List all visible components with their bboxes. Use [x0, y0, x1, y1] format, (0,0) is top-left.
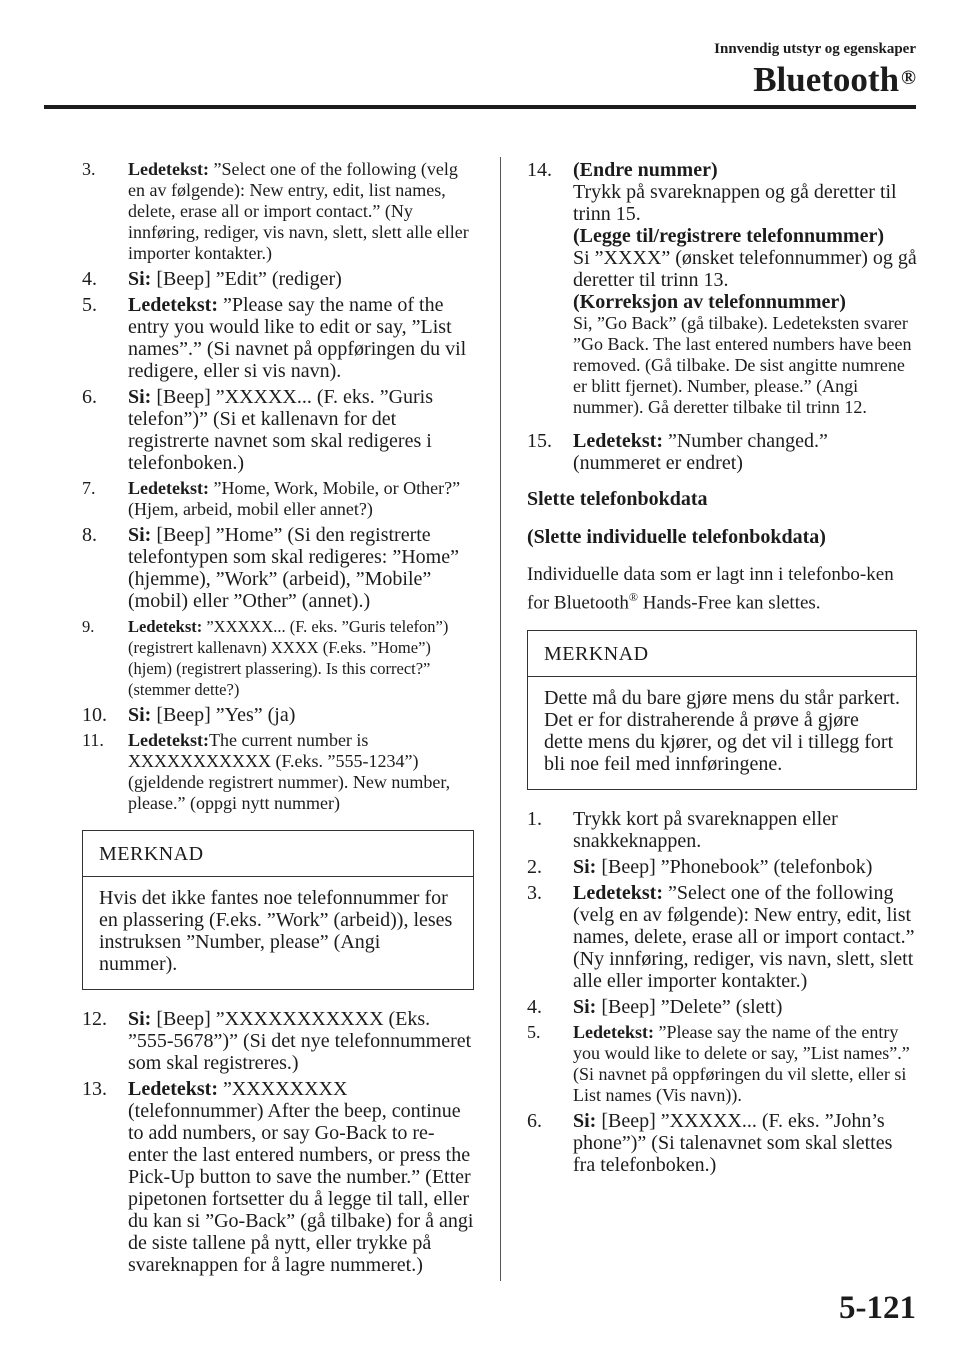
step-15: [527, 430, 917, 474]
step-label: Ledetekst:: [128, 617, 203, 636]
step-number: 12.: [82, 1008, 107, 1030]
step-text: ”Home, Work, Mobile, or Other?” (Hjem, arbeid, mobil eller annet?): [128, 478, 461, 519]
note-heading: MERKNAD: [83, 831, 473, 877]
step-12: [82, 1008, 474, 1074]
intro-text-part: Hands-Free kan slettes.: [637, 592, 821, 614]
step-text: ”Please say the name of the entry you would like to delete or say, ”List names”.” (Si navnet på oppføringen du vil slette, eller si List names (Vis navn)).: [573, 1022, 910, 1106]
step-number: 4.: [527, 996, 542, 1019]
step-text: [Beep] ”Edit” (rediger): [151, 268, 342, 290]
step-5: [82, 294, 474, 382]
step-number: 15.: [527, 430, 552, 452]
step-text: ”Select one of the following (velg en av følgende): New entry, edit, list names, delete, erase all or import contact.” (Ny innføring, rediger, vis navn, slett, slett alle eller importer kontakter.): [128, 159, 469, 263]
step-number: 3.: [527, 882, 542, 905]
step-text: The current number is XXXXXXXXXXX (F.eks. ”555-1234”) (gjeldende registrert nummer). New number, please.” (oppgi nytt nummer): [128, 730, 451, 813]
step-number: 5.: [82, 294, 97, 316]
step-label: Si:: [128, 386, 152, 408]
step-13: [82, 1078, 474, 1276]
step-text: [Beep] ”Phonebook” (telefonbok): [596, 856, 873, 879]
step-text: ”Select one of the following (velg en av følgende): New entry, edit, list names, delete, erase all or import contact.” (Ny innføring, rediger, vis navn, slett, slett alle eller importer kontakter.): [573, 882, 915, 993]
step-10: [82, 704, 474, 726]
step-8: [82, 524, 474, 612]
step-number: 5.: [527, 1022, 541, 1043]
delete-step-6: [527, 1110, 917, 1176]
delete-step-3: [527, 882, 917, 992]
intro-text: [527, 564, 917, 614]
step-text: ”Number changed.” (nummeret er endret): [573, 430, 828, 474]
step-number: 2.: [527, 856, 542, 879]
registered-mark: ®: [901, 67, 916, 89]
step-text: [Beep] ”XXXXXXXXXXX (Eks. ”555-5678”)” (Si det nye telefonnummeret som skal registreres.): [128, 1008, 472, 1074]
step-number: 13.: [82, 1078, 107, 1100]
subheading-change-number: (Endre nummer): [573, 159, 718, 181]
section-title: Slette telefonbokdata: [527, 488, 708, 510]
step-4: [82, 268, 474, 290]
step-number: 10.: [82, 704, 107, 726]
step-label: Si:: [573, 856, 597, 879]
step-text: [Beep] ”XXXXX... (F. eks. ”John’s phone”)” (Si talenavnet som skal slettes fra telefonboken.): [573, 1110, 893, 1177]
step-label: Si:: [128, 1008, 152, 1030]
right-column: [527, 159, 917, 1180]
note-heading: MERKNAD: [528, 631, 916, 677]
registered-mark: ®: [628, 590, 638, 604]
step-text: ”XXXXXXXX (telefonnummer) After the beep, continue to add numbers, or say Go-Back to re-enter the last entered numbers, or press the Pick-Up button to save the number.” (Etter pipetonen fortsetter du å legge til tall, eller du kan si ”Go-Back” (gå tilbake) for å angi de siste tallene på nytt, eller trykke på svareknappen for å lagre nummeret.): [128, 1078, 474, 1276]
step-text: ”Please say the name of the entry you would like to edit or say, ”List names”.” (Si navnet på oppføringen du vil redigere, eller si vis navn).: [128, 294, 467, 382]
intro-text-part: Individuelle data som er lagt inn i telefonbo-ken for Bluetooth: [527, 564, 894, 614]
step-text: [Beep] ”Delete” (slett): [596, 996, 783, 1019]
step-number: 1.: [527, 808, 542, 831]
step-label: Si:: [128, 268, 152, 290]
step-6: [82, 386, 474, 474]
delete-step-4: [527, 996, 917, 1018]
header-section-title: Innvendig utstyr og egenskaper: [714, 41, 916, 57]
step-label: Si:: [128, 524, 152, 546]
step-number: 6.: [82, 386, 97, 408]
step-7: [82, 478, 474, 520]
page-title: [753, 60, 916, 100]
step-text: [Beep] ”Home” (Si den registrerte telefontypen som skal redigeres: ”Home” (hjemme), ”Work” (arbeid), ”Mobile” (mobil) eller ”Other” (annet).): [128, 524, 459, 612]
page-number: 5-121: [839, 1290, 916, 1326]
note-body: Hvis det ikke fantes noe telefonnummer for en plassering (F.eks. ”Work” (arbeid)), leses instruksen ”Number, please” (Angi nummer).: [99, 887, 453, 975]
step-9: [82, 616, 474, 700]
delete-step-2: [527, 856, 917, 878]
step-number: 3.: [82, 159, 96, 179]
step-label: Si:: [573, 996, 597, 1019]
left-column: [82, 159, 474, 1280]
delete-step-5: [527, 1022, 917, 1106]
step-label: Ledetekst:: [128, 1078, 218, 1100]
step-label: Ledetekst:: [128, 478, 209, 498]
step-number: 6.: [527, 1110, 542, 1133]
step-number: 9.: [82, 617, 95, 636]
step-number: 4.: [82, 268, 97, 290]
step-text: Si, ”Go Back” (gå tilbake). Ledeteksten svarer ”Go Back. The last entered numbers have been removed. (Gå tilbake. De sist angitte numrene er blitt fjernet). Number, please.” (Angi nummer). Gå deretter tilbake til trinn 12.: [573, 313, 912, 417]
step-number: 14.: [527, 159, 552, 181]
step-number: 11.: [82, 730, 104, 750]
note-body: Dette må du bare gjøre mens du står parkert. Det er for distraherende å prøve å gjøre dette mens du kjører, og det vil i tillegg fort bli noe feil med innføringene.: [544, 687, 900, 776]
step-text: [Beep] ”Yes” (ja): [151, 704, 296, 726]
subheading-add-number: (Legge til/registrere telefonnummer): [573, 225, 884, 247]
page-title-text: Bluetooth: [753, 60, 900, 99]
step-label: Si:: [128, 704, 152, 726]
header-rule: [44, 105, 916, 109]
step-number: 8.: [82, 524, 97, 546]
step-11: [82, 730, 474, 814]
step-text: ”XXXXX... (F. eks. ”Guris telefon”) (registrert kallenavn) XXXX (F.eks. ”Home”) (hjem) (registrert plassering). Is this correct?” (stemmer dette?): [128, 617, 449, 699]
step-label: Si:: [573, 1110, 597, 1133]
step-number: 7.: [82, 478, 96, 498]
step-label: Ledetekst:: [573, 430, 663, 452]
step-14: [527, 159, 917, 418]
step-label: Ledetekst:: [573, 882, 663, 905]
step-label: Ledetekst:: [128, 159, 209, 179]
step-3: [82, 159, 474, 264]
column-divider: [500, 157, 501, 1281]
step-text: Si ”XXXX” (ønsket telefonnummer) og gå deretter til trinn 13.: [573, 247, 917, 291]
step-label: Ledetekst:: [128, 730, 209, 750]
step-label: Ledetekst:: [573, 1022, 654, 1043]
note-box: [527, 630, 917, 790]
delete-step-1: [527, 808, 917, 852]
note-box: [82, 830, 474, 990]
step-text: Trykk kort på svareknappen eller snakkeknappen.: [573, 808, 838, 853]
subheading-correct-number: (Korreksjon av telefonnummer): [573, 291, 846, 313]
step-text: [Beep] ”XXXXX... (F. eks. ”Guris telefon”)” (Si et kallenavn for det registrerte navnet som skal redigeres i telefonboken.): [128, 386, 434, 474]
step-text: Trykk på svareknappen og gå deretter til trinn 15.: [573, 181, 897, 225]
step-label: Ledetekst:: [128, 294, 218, 316]
subsection-title: (Slette individuelle telefonbokdata): [527, 526, 826, 548]
